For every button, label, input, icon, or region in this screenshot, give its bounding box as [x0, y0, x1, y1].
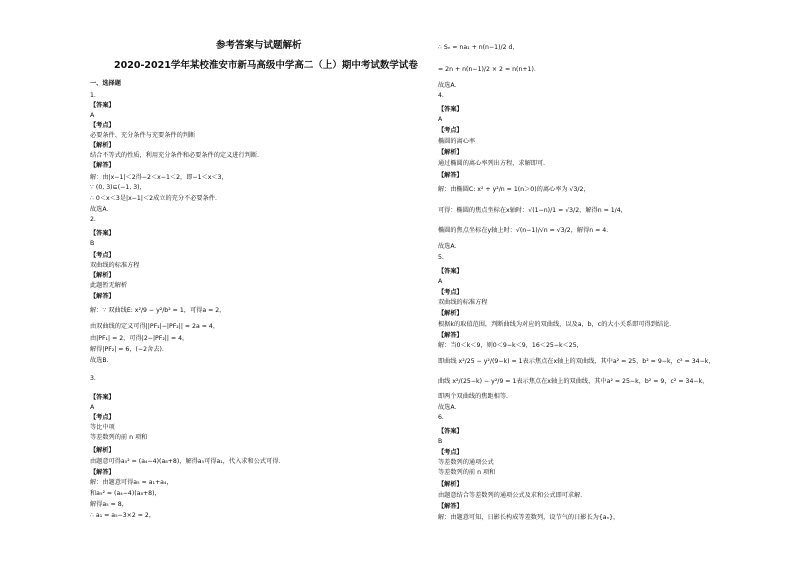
point-text: 等差数列的前 n 项和	[438, 469, 496, 476]
solution-line: 可得：椭圆的焦点坐标在x轴时：√(1−n)/1 = √3/2，解得n = 1/4，	[438, 207, 627, 214]
point-tag: 【考点】	[438, 449, 463, 456]
solution-tag: 【解答】	[90, 293, 115, 300]
solution-line: 解得a₅ = 8，	[90, 501, 128, 508]
solution-line: ∴ a₁ = a₅−3×2 = 2，	[90, 512, 156, 519]
question-number: 1.	[90, 92, 96, 99]
answer-value: A	[90, 112, 95, 119]
point-text: 双曲线的标准方程	[90, 262, 140, 269]
analysis-text: 由题意可得a₅² = (a₄−4)(a₈+8)，解得a₅可得a₁，代入求和公式可得．	[90, 458, 285, 465]
analysis-text: 由题意结合等差数列的通项公式及求和公式即可求解．	[438, 492, 587, 499]
solution-line: 和a₅² = (a₄−4)(a₈+8)，	[90, 490, 161, 497]
left-column	[90, 0, 450, 562]
solution-line: 故选A．	[438, 82, 461, 89]
question-number: 4.	[438, 92, 444, 99]
answer-tag: 【答案】	[90, 102, 115, 109]
answer-tag: 【答案】	[90, 394, 115, 401]
exam-title: 2020-2021学年某校淮安市新马高级中学高二（上）期中考试数学试卷	[114, 60, 418, 71]
solution-line: 解：由椭圆C: x² + y²/n = 1(n＞0)的离心率为 √3/2，	[438, 186, 590, 193]
analysis-tag: 【解析】	[90, 447, 115, 454]
analysis-text: 此题暂无解析	[90, 282, 128, 289]
solution-tag: 【解答】	[438, 172, 463, 179]
answer-value: B	[90, 240, 95, 247]
answer-tag: 【答案】	[438, 268, 463, 275]
solution-line: 即曲线 x²/25 − y²/(9−k) = 1表示焦点在x轴上的双曲线，其中a² = 25，b² = 9−k，c² = 34−k，	[438, 358, 715, 365]
point-tag: 【考点】	[90, 252, 115, 259]
analysis-tag: 【解析】	[438, 149, 463, 156]
solution-tag: 【解答】	[90, 469, 115, 476]
point-text: 必要条件、充分条件与充要条件的判断	[90, 132, 196, 139]
solution-line: 解得|PF₂| = 6，(−2舍去)．	[90, 346, 169, 353]
point-text: 等比中项	[90, 424, 115, 431]
point-text: 等差数列的通项公式	[438, 459, 494, 466]
solution-line: 故选A．	[438, 404, 461, 411]
question-number: 2.	[90, 216, 96, 223]
solution-line: ∴ 0＜x＜3是|x−1|＜2成立的充分不必要条件．	[90, 195, 222, 202]
question-number: 3.	[90, 375, 96, 382]
page-title: 参考答案与试题解析	[216, 40, 302, 51]
question-number: 5.	[438, 254, 444, 261]
solution-line: ∵ (0, 3)⊆(−1, 3)，	[90, 184, 146, 191]
solution-tag: 【解答】	[438, 332, 463, 339]
answer-tag: 【答案】	[90, 230, 115, 237]
solution-line: 解：由题意可知，日影长构成等差数列，设节气的日影长为{aₙ}，	[438, 514, 620, 521]
analysis-tag: 【解析】	[90, 142, 115, 149]
solution-line: ∴ Sₙ = na₁ + n(n−1)/2 d，	[438, 44, 519, 51]
analysis-text: 根据k的取值范围，判断曲线为对应的双曲线，以及a，b，c的大小关系即可得到结论．	[438, 321, 676, 328]
solution-line: 解：当0＜k＜9，则0＜9−k＜9，16＜25−k＜25，	[438, 342, 583, 349]
solution-tag: 【解答】	[438, 503, 463, 510]
point-tag: 【考点】	[438, 127, 463, 134]
point-text: 等差数列的前 n 项和	[90, 434, 148, 441]
solution-line: 解：∵ 双曲线E: x²/9 − y²/b² = 1，可得a = 2，	[90, 307, 226, 314]
analysis-tag: 【解析】	[438, 481, 463, 488]
solution-line: 由双曲线的定义可得||PF₁|−|PF₂|| = 2a = 4，	[90, 323, 220, 330]
solution-line: 故选B.	[90, 357, 109, 364]
solution-line: 故选A．	[90, 206, 113, 213]
question-number: 6.	[438, 414, 444, 421]
solution-line: 由|PF₁| = 2，可得|2−|PF₂|| = 4，	[90, 335, 189, 342]
analysis-text: 结合不等式的性质，利用充分条件和必要条件的定义进行判断．	[90, 152, 264, 159]
analysis-tag: 【解析】	[90, 272, 115, 279]
answer-tag: 【答案】	[438, 428, 463, 435]
solution-line: 解：由|x−1|＜2得−2＜x−1＜2，即−1＜x＜3，	[90, 174, 228, 181]
point-tag: 【考点】	[90, 122, 115, 129]
answer-value: A	[438, 278, 443, 285]
answer-value: B	[438, 438, 443, 445]
solution-line: = 2n + n(n−1)/2 × 2 = n(n+1)．	[438, 66, 541, 73]
solution-line: 椭圆的焦点坐标在y轴上时：√(n−1)/√n = √3/2，解得n = 4．	[438, 227, 613, 234]
analysis-tag: 【解析】	[438, 310, 463, 317]
answer-value: A	[90, 404, 95, 411]
point-tag: 【考点】	[90, 414, 115, 421]
solution-line: 即两个双曲线的焦距相等．	[438, 393, 513, 400]
answer-tag: 【答案】	[438, 106, 463, 113]
point-tag: 【考点】	[438, 289, 463, 296]
solution-tag: 【解答】	[90, 162, 115, 169]
analysis-text: 通过椭圆的离心率列出方程，求解即可．	[438, 160, 550, 167]
point-text: 双曲线的标准方程	[438, 299, 488, 306]
section-heading: 一、选择题	[90, 80, 121, 87]
answer-value: A	[438, 116, 443, 123]
point-text: 椭圆的离心率	[438, 138, 476, 145]
right-column	[438, 0, 794, 562]
solution-line: 曲线 x²/(25−k) − y²/9 = 1表示焦点在x轴上的双曲线，其中a² = 25−k，b² = 9，c² = 34−k，	[438, 378, 709, 385]
solution-line: 故选A．	[438, 243, 461, 250]
solution-line: 解：由题意可得a₅ = a₁+a₄，	[90, 479, 173, 486]
